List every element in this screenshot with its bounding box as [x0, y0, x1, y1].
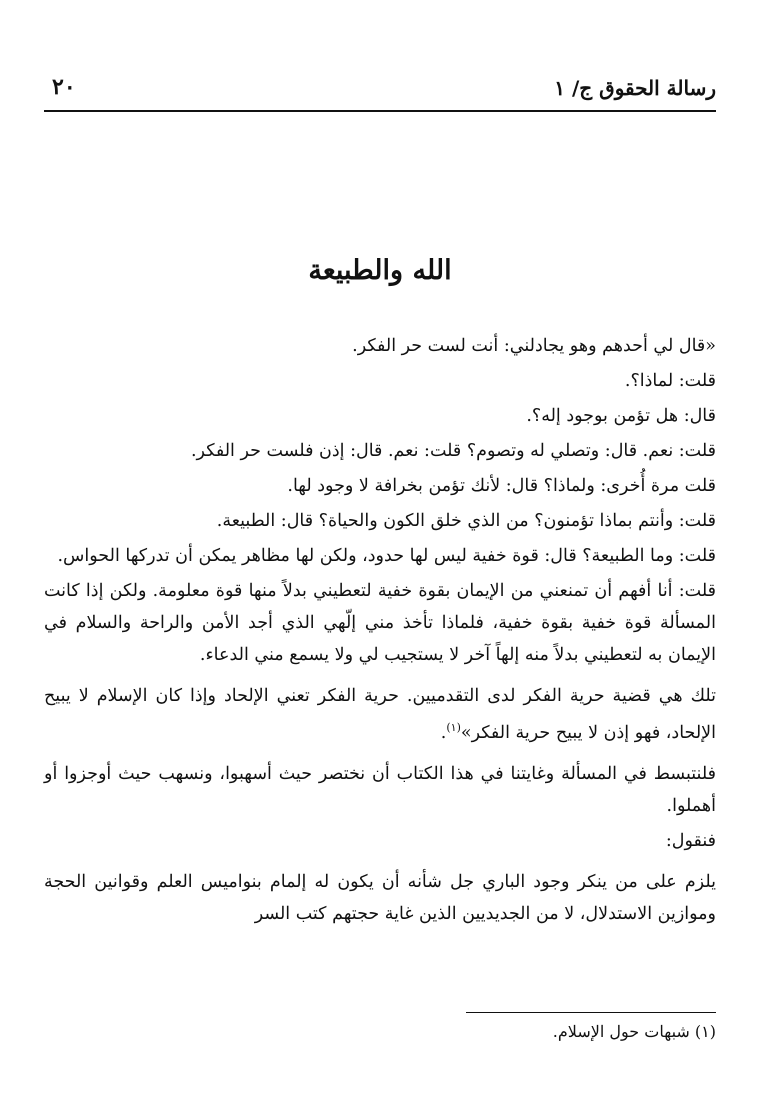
paragraph: قال: هل تؤمن بوجود إله؟.: [526, 406, 716, 426]
paragraph: قلت: وأنتم بماذا تؤمنون؟ من الذي خلق الكون والحياة؟ قال: الطبيعة.: [216, 511, 716, 531]
paragraph-text: تلك هي قضية حرية الفكر لدى التقدميين. حرية الفكر تعني الإلحاد وإذا كان الإسلام لا يبيح الإلحاد، فهو إذن لا يبيح حرية الفكر»: [44, 686, 716, 743]
footnote-marker: (١): [694, 1022, 716, 1041]
paragraph: قلت مرة أُخرى: ولماذا؟ قال: لأنك تؤمن بخرافة لا وجود لها.: [287, 476, 716, 496]
paragraph: يلزم على من ينكر وجود الباري جل شأنه أن يكون له إلمام بنواميس العلم وقوانين الحجة وموازين الاستدلال، لا من الجديديين الذين غاية حجتهم كتب السر: [44, 871, 716, 924]
paragraph-with-footnote: تلك هي قضية حرية الفكر لدى التقدميين. حرية الفكر تعني الإلحاد وإذا كان الإسلام لا يبيح الإلحاد، فهو إذن لا يبيح حرية الفكر»$^{(١)}$.: [44, 686, 716, 743]
paragraph: «قال لي أحدهم وهو يجادلني: أنت لست حر الفكر.: [352, 336, 716, 356]
page-number: ٢٠: [52, 74, 76, 100]
footnote: [44, 1022, 716, 1041]
paragraph: قلت: أنا أفهم أن تمنعني من الإيمان بقوة خفية لتعطيني بدلاً منها قوة معلومة. ولكن إذا كانت المسألة قوة خفية بقوة خفية، فلماذا تأخذ مني إلّهي الذي أجد الأمن والراحة والسلام في الإيمان به لتعطيني بدلاً منه إلهاً آخر لا يستجيب لي ولا يسمع مني الدعاء.: [44, 581, 716, 665]
paragraph: فلنتبسط في المسألة وغايتنا في هذا الكتاب أن نختصر حيث أسهبوا، ونسهب حيث أوجزوا أو أهملوا.: [44, 763, 716, 816]
paragraph: قلت: وما الطبيعة؟ قال: قوة خفية ليس لها حدود، ولكن لها مظاهر يمكن أن تدركها الحواس.: [57, 546, 716, 566]
book-title: رسالة الحقوق ج/ ١: [554, 76, 716, 100]
chapter-title: الله والطبيعة: [308, 255, 452, 286]
header-divider: [44, 110, 716, 112]
footnote-reference[interactable]: (١): [446, 721, 461, 734]
footnote-divider: [466, 1012, 716, 1013]
footnote-text: شبهات حول الإسلام.: [552, 1022, 690, 1041]
running-header: [44, 70, 716, 106]
paragraph: قلت: لماذا؟.: [624, 371, 716, 391]
paragraph: قلت: نعم. قال: وتصلي له وتصوم؟ قلت: نعم. قال: إذن فلست حر الفكر.: [190, 441, 716, 461]
paragraph: فنقول:: [665, 830, 716, 851]
body-text: [44, 330, 716, 933]
